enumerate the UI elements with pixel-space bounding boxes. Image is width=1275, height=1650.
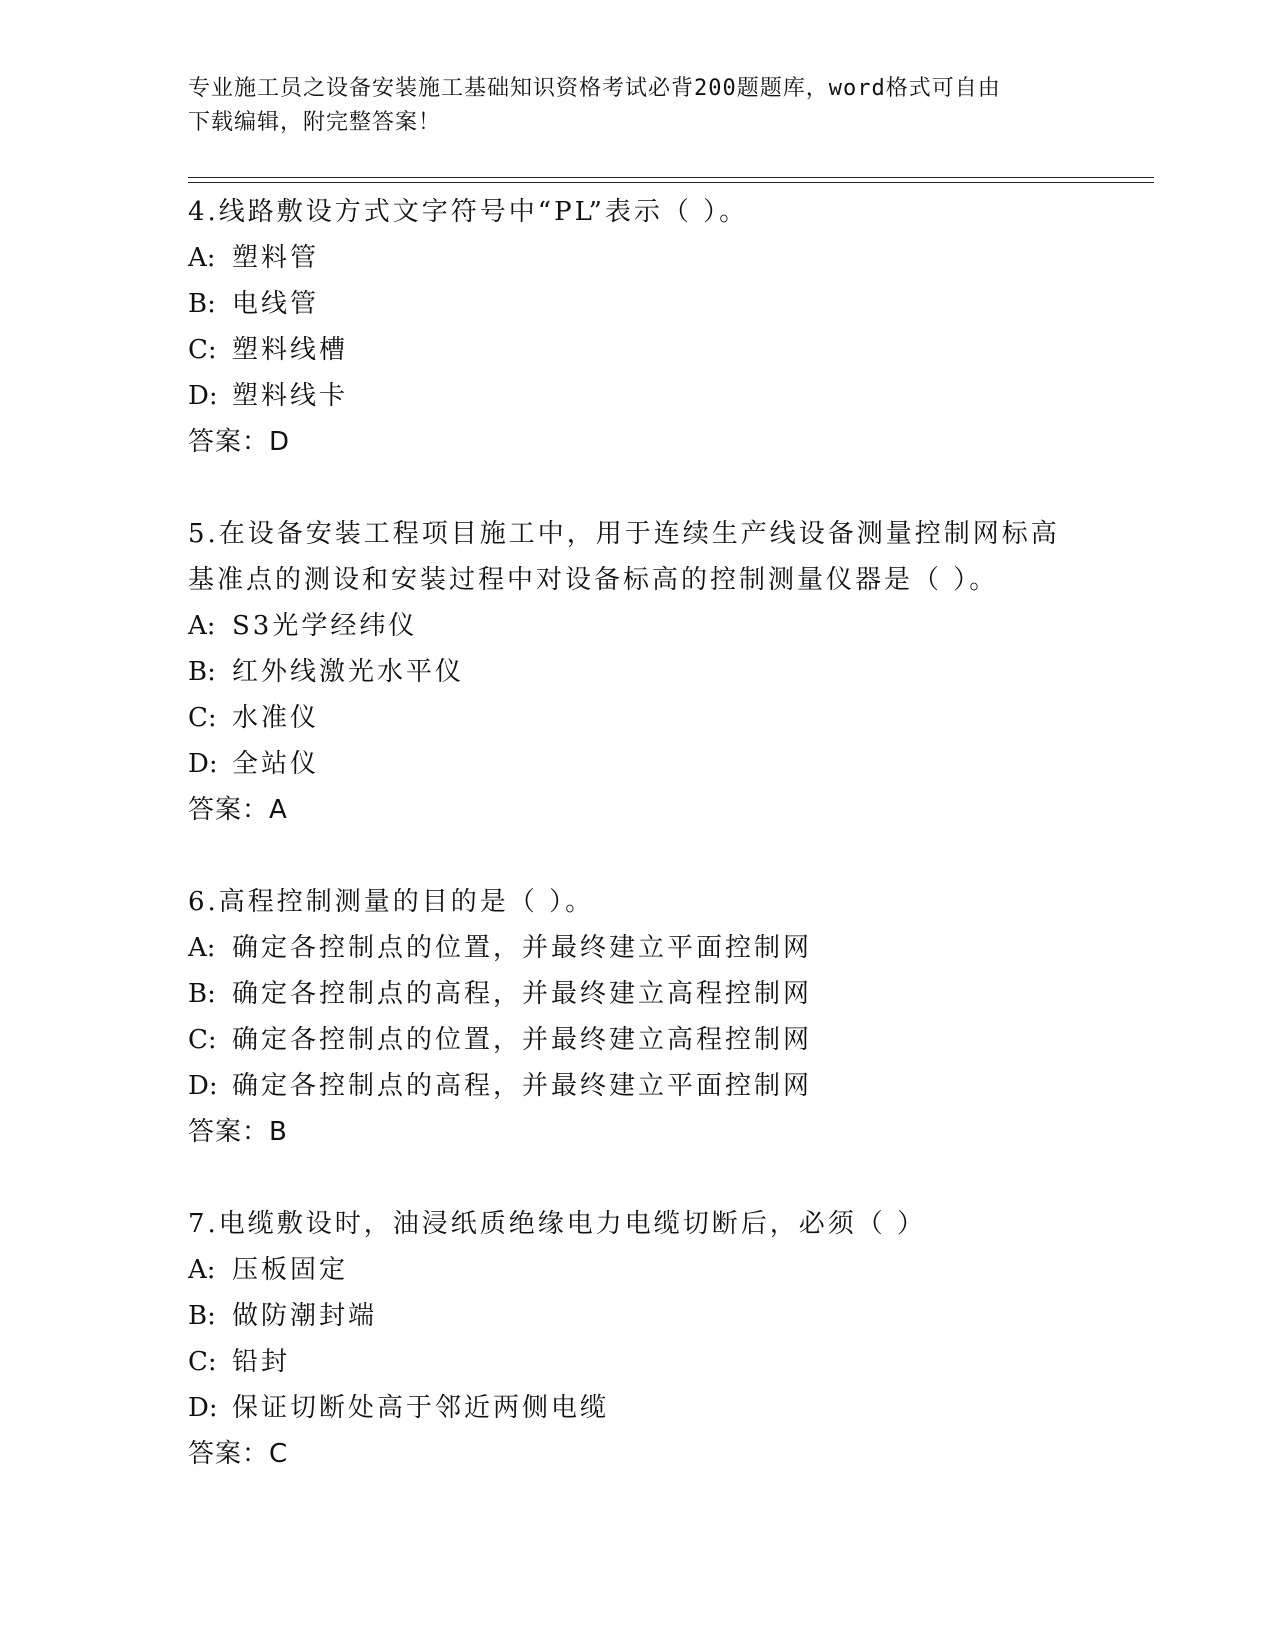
option-key: A: (188, 1255, 216, 1285)
option-text: 电线管 (232, 289, 320, 319)
answer-option (188, 1247, 1148, 1293)
answer-option (188, 1339, 1148, 1385)
header-line-1: 专业施工员之设备安装施工基础知识资格考试必背200题题库，word格式可自由 (188, 76, 1001, 101)
option-text: 确定各控制点的高程，并最终建立高程控制网 (232, 979, 813, 1009)
header-line-2: 下载编辑，附完整答案！ (188, 110, 442, 135)
option-text: 保证切断处高于邻近两侧电缆 (232, 1393, 610, 1423)
option-key: A: (188, 611, 216, 641)
answer-option (188, 1293, 1148, 1339)
answer-label: 答案：C (188, 1439, 289, 1469)
option-text: 红外线激光水平仪 (232, 657, 465, 687)
question-stem: 6.高程控制测量的目的是（ ）。 (188, 887, 595, 917)
question-spacer (188, 465, 1148, 511)
answer-option (188, 971, 1148, 1017)
option-key: A: (188, 933, 216, 963)
answer-option (188, 235, 1148, 281)
answer-option (188, 695, 1148, 741)
answer-option (188, 1017, 1148, 1063)
option-key: B: (188, 289, 216, 319)
option-key: C: (188, 1025, 217, 1055)
option-key: C: (188, 703, 217, 733)
option-text: 确定各控制点的位置，并最终建立平面控制网 (232, 933, 813, 963)
answer-option (188, 649, 1148, 695)
answer-option (188, 327, 1148, 373)
option-text: S3光学经纬仪 (232, 611, 418, 641)
option-text: 确定各控制点的位置，并最终建立高程控制网 (232, 1025, 813, 1055)
option-key: B: (188, 1301, 216, 1331)
option-text: 全站仪 (232, 749, 320, 779)
question-block (188, 1201, 1148, 1477)
header-rule-bottom (188, 182, 1154, 183)
option-key: D: (188, 381, 218, 411)
option-text: 塑料管 (232, 243, 320, 273)
question-block (188, 189, 1148, 511)
option-text: 塑料线卡 (232, 381, 349, 411)
answer-option (188, 1385, 1148, 1431)
question-stem: 5.在设备安装工程项目施工中，用于连续生产线设备测量控制网标高 (188, 519, 1060, 549)
answer-option (188, 925, 1148, 971)
question-block (188, 511, 1148, 879)
option-text: 塑料线槽 (232, 335, 349, 365)
option-key: C: (188, 1347, 217, 1377)
option-key: B: (188, 979, 216, 1009)
answer-option (188, 603, 1148, 649)
question-stem: 7.电缆敷设时，油浸纸质绝缘电力电缆切断后，必须（ ） (188, 1209, 927, 1239)
answer-option (188, 281, 1148, 327)
question-list (188, 189, 1148, 1477)
answer-option (188, 373, 1148, 419)
option-text: 水准仪 (232, 703, 320, 733)
document-header (188, 72, 1088, 140)
option-text: 压板固定 (232, 1255, 349, 1285)
option-text: 做防潮封端 (232, 1301, 378, 1331)
answer-option (188, 1063, 1148, 1109)
option-key: D: (188, 1393, 218, 1423)
option-key: C: (188, 335, 217, 365)
option-key: B: (188, 657, 216, 687)
answer-label: 答案：D (188, 427, 291, 457)
answer-label: 答案：A (188, 795, 288, 825)
header-rule-top (188, 177, 1154, 178)
answer-label: 答案：B (188, 1117, 288, 1147)
answer-option (188, 741, 1148, 787)
question-stem: 4.线路敷设方式文字符号中“PL”表示（ ）。 (188, 197, 749, 227)
option-text: 确定各控制点的高程，并最终建立平面控制网 (232, 1071, 813, 1101)
question-spacer (188, 833, 1148, 879)
option-key: A: (188, 243, 216, 273)
option-text: 铅封 (232, 1347, 291, 1377)
question-stem: 基准点的测设和安装过程中对设备标高的控制测量仪器是（ ）。 (188, 565, 999, 595)
question-spacer (188, 1155, 1148, 1201)
question-block (188, 879, 1148, 1201)
option-key: D: (188, 1071, 218, 1101)
option-key: D: (188, 749, 218, 779)
